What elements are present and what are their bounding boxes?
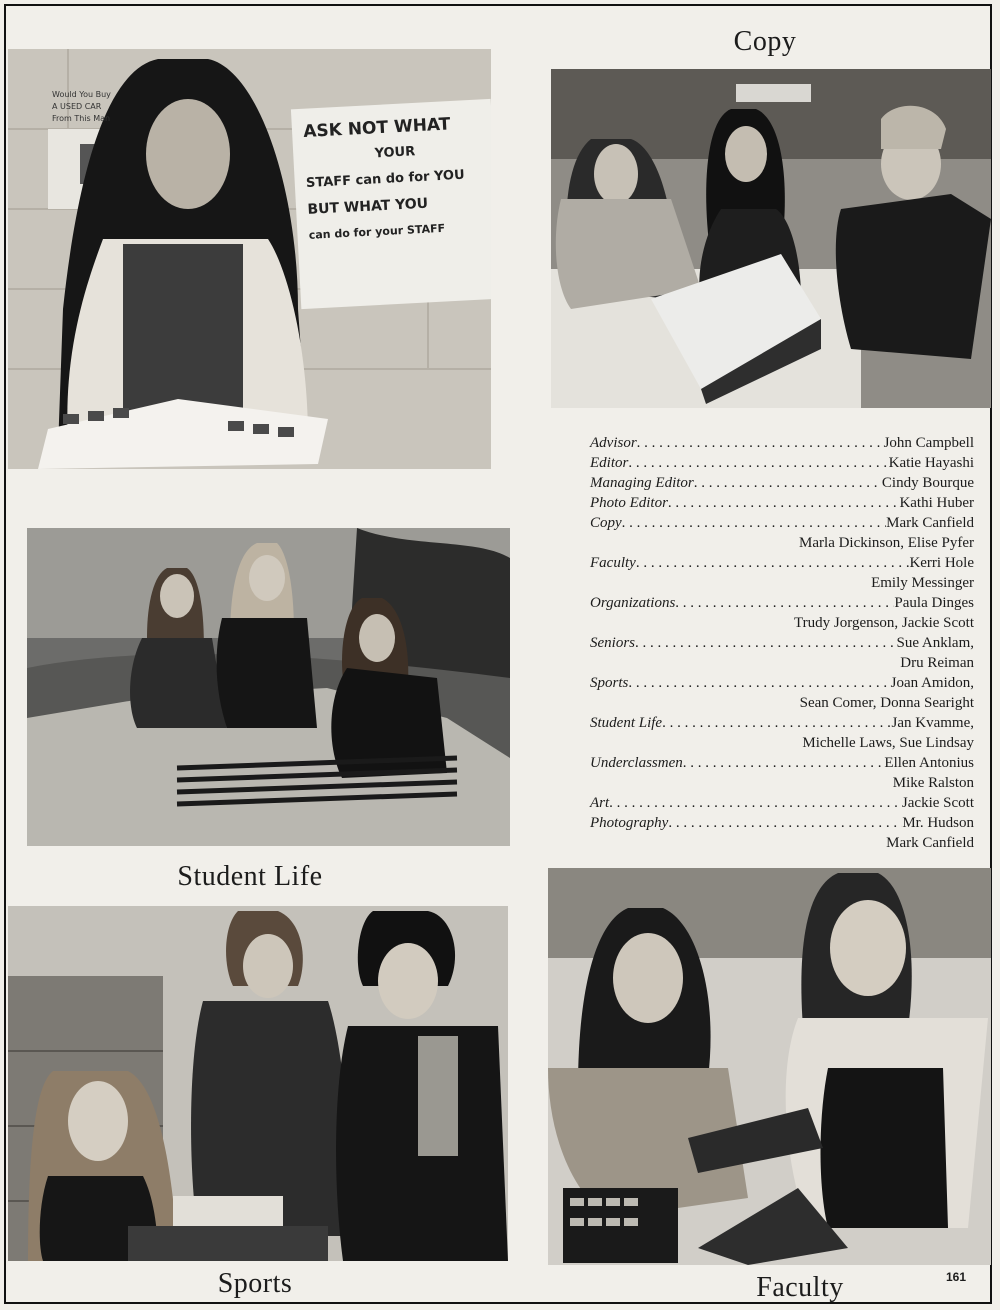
staff-name-continued: Michelle Laws, Sue Lindsay — [802, 735, 974, 751]
staff-row — [590, 813, 974, 833]
staff-name: Katie Hayashi — [888, 455, 974, 471]
small-note — [52, 89, 111, 125]
dot-leader — [694, 473, 882, 493]
photo-copy-staff — [551, 69, 991, 408]
caption-sports: Sports — [217, 1268, 293, 1299]
caption-faculty: Faculty — [756, 1272, 844, 1303]
staff-row — [590, 793, 974, 813]
dot-leader — [637, 433, 884, 453]
caption-student-life: Student Life — [177, 861, 323, 892]
staff-role: Faculty — [590, 555, 636, 571]
dot-leader — [628, 453, 888, 473]
staff-name: Kerri Hole — [909, 555, 974, 571]
dot-leader — [628, 673, 890, 693]
staff-name: Mr. Hudson — [902, 815, 974, 831]
staff-name: Paula Dinges — [894, 595, 974, 611]
staff-row — [590, 553, 974, 573]
staff-row — [590, 433, 974, 453]
staff-role: Managing Editor — [590, 475, 694, 491]
page-number: 161 — [945, 1270, 966, 1284]
staff-role: Photo Editor — [590, 495, 668, 511]
note-line: From This Man — [52, 114, 111, 123]
poster-line: ASK NOT WHAT — [302, 114, 451, 143]
staff-role: Organizations — [590, 595, 676, 611]
staff-name: Jackie Scott — [901, 795, 974, 811]
staff-name: John Campbell — [883, 435, 974, 451]
staff-row — [590, 633, 974, 653]
dot-leader — [635, 633, 897, 653]
staff-row — [590, 673, 974, 693]
dot-leader — [636, 553, 910, 573]
dot-leader — [675, 593, 894, 613]
photo-sports-staff — [8, 906, 508, 1261]
dot-leader — [609, 793, 902, 813]
staff-poster-sign — [303, 109, 491, 249]
note-line: A USED CAR — [52, 102, 102, 111]
staff-role: Seniors — [590, 635, 635, 651]
staff-role: Editor — [590, 455, 629, 471]
staff-role: Photography — [590, 815, 669, 831]
staff-name: Cindy Bourque — [881, 475, 974, 491]
staff-name-continued: Dru Reiman — [900, 655, 974, 671]
staff-name-continued: Mike Ralston — [892, 775, 974, 791]
staff-name: Sue Anklam, — [896, 635, 974, 651]
photo-editor-with-yearbook — [8, 49, 491, 469]
staff-name: Jan Kvamme, — [891, 715, 974, 731]
staff-name-continued: Mark Canfield — [886, 835, 974, 851]
staff-name: Mark Canfield — [886, 515, 974, 531]
staff-name-continued: Emily Messinger — [871, 575, 974, 591]
photo-student-life — [27, 528, 510, 846]
caption-copy: Copy — [733, 26, 797, 57]
staff-role: Student Life — [590, 715, 663, 731]
dot-leader — [683, 753, 885, 773]
staff-row — [590, 713, 974, 733]
staff-name: Joan Amidon, — [890, 675, 974, 691]
poster-line: YOUR — [374, 144, 416, 162]
dot-leader — [622, 513, 886, 533]
staff-row — [590, 493, 974, 513]
poster-line: can do for your STAFF — [308, 221, 446, 242]
note-line: Would You Buy — [52, 90, 111, 99]
staff-row — [590, 473, 974, 493]
staff-row — [590, 453, 974, 473]
poster-line: BUT WHAT YOU — [307, 195, 429, 218]
dot-leader — [668, 493, 900, 513]
staff-role: Art — [590, 795, 610, 811]
staff-list — [590, 433, 974, 853]
staff-name-continued: Marla Dickinson, Elise Pyfer — [799, 535, 974, 551]
poster-line: STAFF can do for YOU — [305, 167, 465, 191]
dot-leader — [668, 813, 902, 833]
staff-name-continued: Trudy Jorgenson, Jackie Scott — [794, 615, 974, 631]
staff-row — [590, 753, 974, 773]
staff-row — [590, 513, 974, 533]
staff-role: Advisor — [590, 435, 637, 451]
staff-role: Sports — [590, 675, 629, 691]
staff-name-continued: Sean Comer, Donna Searight — [799, 695, 974, 711]
staff-name: Kathi Huber — [899, 495, 974, 511]
staff-role: Copy — [590, 515, 622, 531]
staff-name: Ellen Antonius — [884, 755, 974, 771]
staff-role: Underclassmen — [590, 755, 683, 771]
dot-leader — [662, 713, 891, 733]
staff-row — [590, 593, 974, 613]
photo-faculty-staff — [548, 868, 991, 1265]
